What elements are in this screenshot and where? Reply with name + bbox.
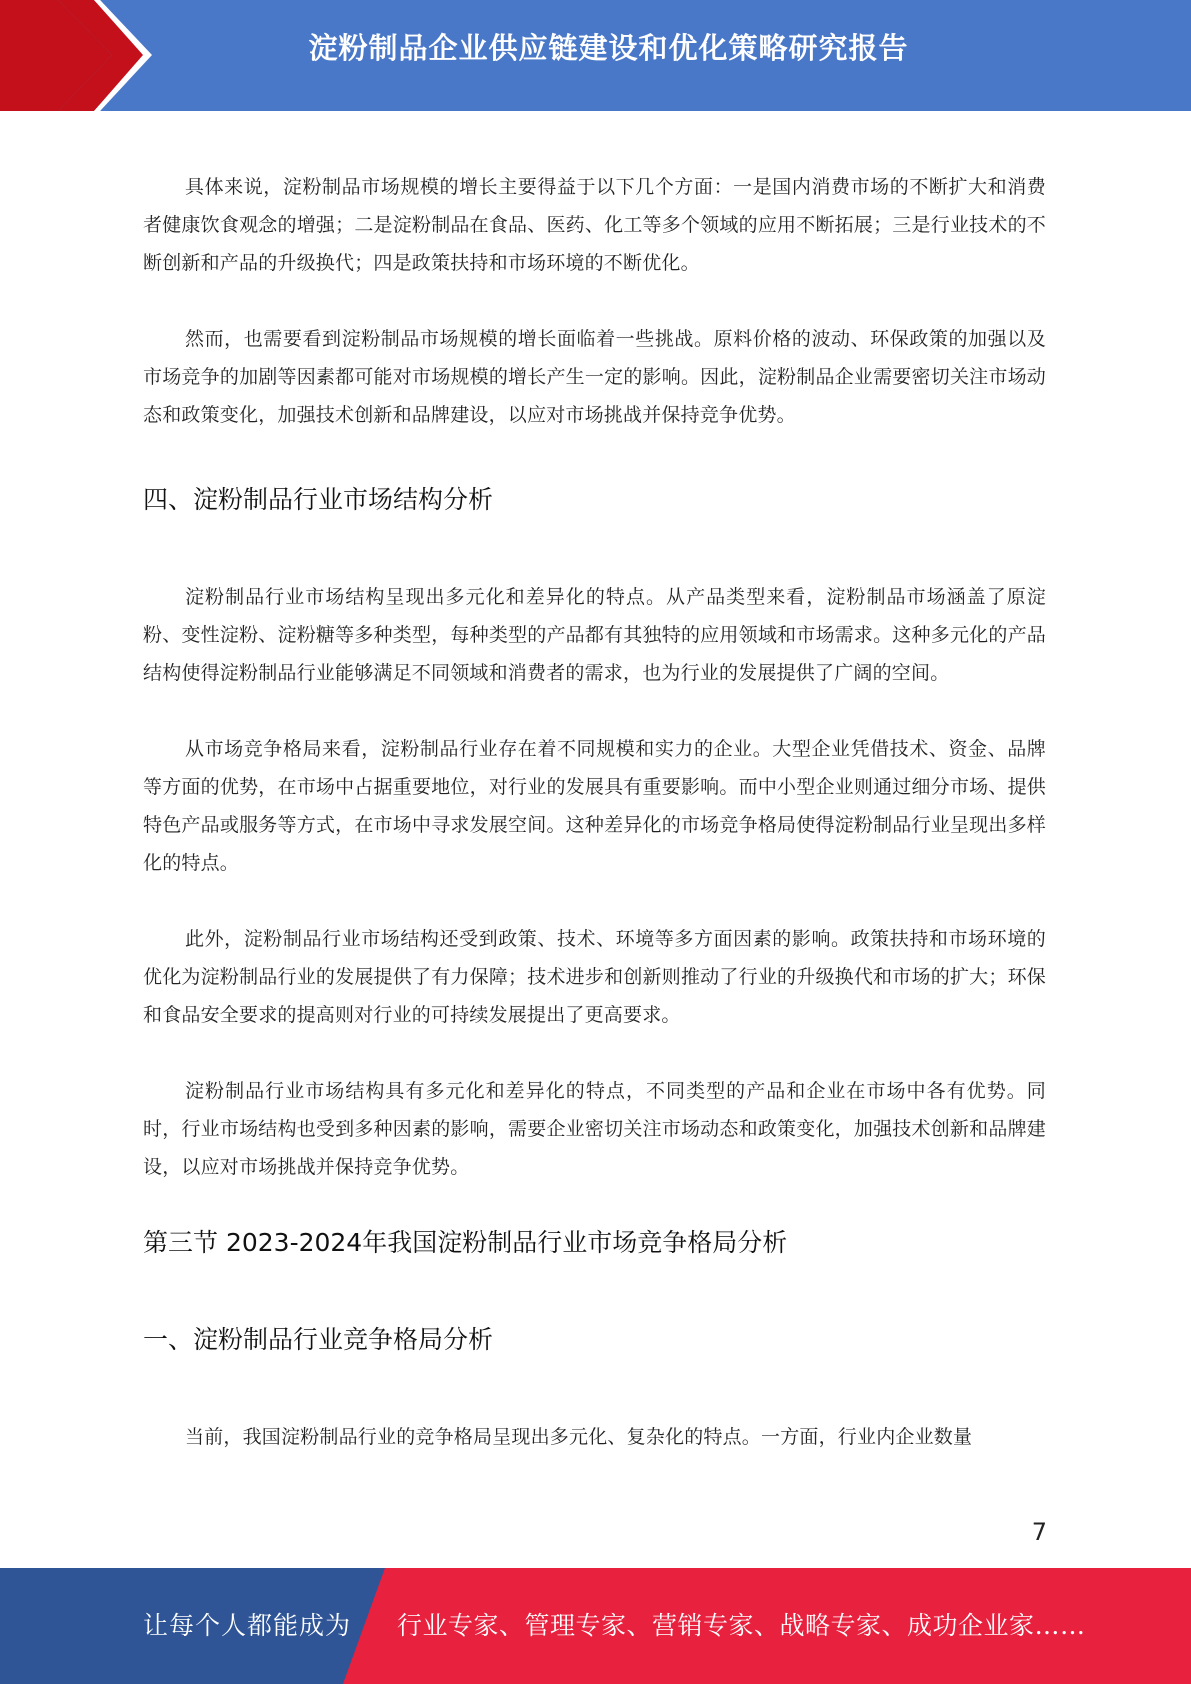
paragraph: 当前，我国淀粉制品行业的竞争格局呈现出多元化、复杂化的特点。一方面，行业内企业数量 [185, 1426, 973, 1448]
footer-slogan-left: 让每个人都能成为 [143, 1611, 352, 1640]
paragraph: 淀粉制品行业市场结构具有多元化和差异化的特点，不同类型的产品和企业在市场中各有优势。同时，行业市场结构也受到多种因素的影响，需要企业密切关注市场动态和政策变化，加强技术创新和品牌建设，以应对市场挑战并保持竞争优势。 [143, 1080, 1046, 1178]
section-heading: 四、淀粉制品行业市场结构分析 [143, 485, 494, 514]
paragraph: 然而，也需要看到淀粉制品市场规模的增长面临着一些挑战。原料价格的波动、环保政策的加强以及市场竞争的加剧等因素都可能对市场规模的增长产生一定的影响。因此，淀粉制品企业需要密切关注市场动态和政策变化，加强技术创新和品牌建设，以应对市场挑战并保持竞争优势。 [143, 328, 1046, 426]
page-footer [0, 1568, 1191, 1684]
paragraph: 从市场竞争格局来看，淀粉制品行业存在着不同规模和实力的企业。大型企业凭借技术、资金、品牌等方面的优势，在市场中占据重要地位，对行业的发展具有重要影响。而中小型企业则通过细分市场、提供特色产品或服务等方式，在市场中寻求发展空间。这种差异化的市场竞争格局使得淀粉制品行业呈现出多样化的特点。 [143, 738, 1046, 874]
paragraph: 具体来说，淀粉制品市场规模的增长主要得益于以下几个方面：一是国内消费市场的不断扩大和消费者健康饮食观念的增强；二是淀粉制品在食品、医药、化工等多个领域的应用不断拓展；三是行业技术的不断创新和产品的升级换代；四是政策扶持和市场环境的不断优化。 [143, 176, 1046, 274]
paragraph: 此外，淀粉制品行业市场结构还受到政策、技术、环境等多方面因素的影响。政策扶持和市场环境的优化为淀粉制品行业的发展提供了有力保障；技术进步和创新则推动了行业的升级换代和市场的扩大；环保和食品安全要求的提高则对行业的可持续发展提出了更高要求。 [143, 928, 1046, 1026]
section-heading: 一、淀粉制品行业竞争格局分析 [143, 1325, 494, 1354]
chapter-section-heading: 第三节 2023-2024年我国淀粉制品行业市场竞争格局分析 [143, 1228, 788, 1257]
document-body [143, 168, 1046, 1494]
footer-slogan-right: 行业专家、管理专家、营销专家、战略专家、成功企业家…… [397, 1611, 1086, 1640]
page-number: 7 [1031, 1518, 1047, 1546]
page-header [0, 0, 1191, 111]
report-title: 淀粉制品企业供应链建设和优化策略研究报告 [308, 31, 909, 65]
paragraph: 淀粉制品行业市场结构呈现出多元化和差异化的特点。从产品类型来看，淀粉制品市场涵盖了原淀粉、变性淀粉、淀粉糖等多种类型，每种类型的产品都有其独特的应用领域和市场需求。这种多元化的产品结构使得淀粉制品行业能够满足不同领域和消费者的需求，也为行业的发展提供了广阔的空间。 [143, 586, 1046, 684]
